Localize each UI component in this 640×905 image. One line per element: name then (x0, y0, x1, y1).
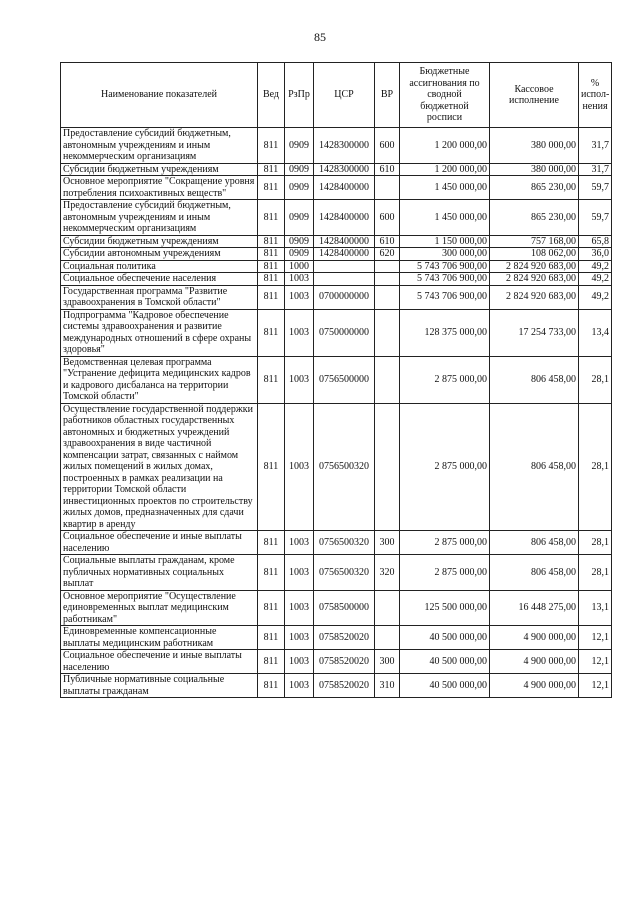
row-pct: 13,1 (579, 590, 612, 626)
row-cash: 4 900 000,00 (490, 650, 579, 674)
row-name: Предоставление субсидий бюджетным, автономным учреждениям и иным некоммерческим организациям (61, 200, 258, 236)
row-cash: 806 458,00 (490, 403, 579, 531)
row-name: Субсидии бюджетным учреждениям (61, 163, 258, 176)
row-vr: 320 (375, 555, 400, 591)
row-ved: 811 (258, 248, 285, 261)
table-row (61, 590, 612, 626)
row-budget: 2 875 000,00 (400, 555, 490, 591)
row-pct: 12,1 (579, 626, 612, 650)
row-csr: 1428400000 (314, 248, 375, 261)
row-vr: 610 (375, 163, 400, 176)
row-ved: 811 (258, 531, 285, 555)
row-vr (375, 260, 400, 273)
row-ved: 811 (258, 163, 285, 176)
table-row (61, 650, 612, 674)
row-pct: 28,1 (579, 531, 612, 555)
table-row (61, 260, 612, 273)
row-cash: 806 458,00 (490, 356, 579, 403)
row-csr: 1428400000 (314, 200, 375, 236)
table-row (61, 309, 612, 356)
table-row (61, 128, 612, 164)
row-budget: 5 743 706 900,00 (400, 260, 490, 273)
row-name: Основное мероприятие "Осуществление единовременных выплат медицинским работникам" (61, 590, 258, 626)
row-name: Субсидии автономным учреждениям (61, 248, 258, 261)
row-pct: 49,2 (579, 273, 612, 286)
row-budget: 1 150 000,00 (400, 235, 490, 248)
page-number: 85 (314, 30, 326, 44)
row-cash: 380 000,00 (490, 163, 579, 176)
table-row (61, 626, 612, 650)
row-rzpr: 1003 (285, 555, 314, 591)
row-budget: 1 200 000,00 (400, 163, 490, 176)
row-vr (375, 403, 400, 531)
row-vr: 610 (375, 235, 400, 248)
row-rzpr: 0909 (285, 235, 314, 248)
row-rzpr: 1000 (285, 260, 314, 273)
row-pct: 28,1 (579, 555, 612, 591)
row-rzpr: 1003 (285, 285, 314, 309)
row-vr (375, 626, 400, 650)
row-budget: 1 450 000,00 (400, 176, 490, 200)
row-budget: 1 450 000,00 (400, 200, 490, 236)
row-vr (375, 176, 400, 200)
row-pct: 31,7 (579, 163, 612, 176)
row-ved: 811 (258, 273, 285, 286)
row-pct: 13,4 (579, 309, 612, 356)
row-cash: 17 254 733,00 (490, 309, 579, 356)
row-csr: 0756500320 (314, 403, 375, 531)
row-csr: 0700000000 (314, 285, 375, 309)
row-cash: 4 900 000,00 (490, 674, 579, 698)
row-vr: 600 (375, 128, 400, 164)
row-csr: 0756500320 (314, 555, 375, 591)
row-budget: 5 743 706 900,00 (400, 285, 490, 309)
row-cash: 2 824 920 683,00 (490, 273, 579, 286)
row-vr (375, 309, 400, 356)
row-name: Социальные выплаты гражданам, кроме публичных нормативных социальных выплат (61, 555, 258, 591)
row-csr: 1428300000 (314, 163, 375, 176)
row-budget: 40 500 000,00 (400, 650, 490, 674)
row-pct: 59,7 (579, 176, 612, 200)
row-budget: 2 875 000,00 (400, 403, 490, 531)
row-pct: 59,7 (579, 200, 612, 236)
row-name: Ведомственная целевая программа "Устранение дефицита медицинских кадров и кадрового дисбаланса на территории Томской области" (61, 356, 258, 403)
row-pct: 36,0 (579, 248, 612, 261)
row-name: Публичные нормативные социальные выплаты гражданам (61, 674, 258, 698)
row-name: Социальное обеспечение и иные выплаты населению (61, 650, 258, 674)
row-cash: 4 900 000,00 (490, 626, 579, 650)
row-ved: 811 (258, 285, 285, 309)
table-header-row (61, 63, 612, 128)
row-rzpr: 1003 (285, 650, 314, 674)
row-name: Социальное обеспечение населения (61, 273, 258, 286)
row-pct: 31,7 (579, 128, 612, 164)
row-vr: 600 (375, 200, 400, 236)
row-rzpr: 1003 (285, 309, 314, 356)
row-cash: 865 230,00 (490, 176, 579, 200)
table-body (61, 128, 612, 698)
row-cash: 806 458,00 (490, 555, 579, 591)
row-cash: 865 230,00 (490, 200, 579, 236)
row-rzpr: 0909 (285, 176, 314, 200)
row-csr: 0756500000 (314, 356, 375, 403)
table-row (61, 248, 612, 261)
row-rzpr: 1003 (285, 273, 314, 286)
row-name: Единовременные компенсационные выплаты медицинским работникам (61, 626, 258, 650)
row-name: Субсидии бюджетным учреждениям (61, 235, 258, 248)
header-vr: ВР (375, 63, 400, 128)
row-name: Социальное обеспечение и иные выплаты населению (61, 531, 258, 555)
row-rzpr: 1003 (285, 590, 314, 626)
header-budget: Бюджетные ассигнования по сводной бюджетной росписи (400, 63, 490, 128)
row-ved: 811 (258, 555, 285, 591)
row-vr: 300 (375, 650, 400, 674)
table-row (61, 356, 612, 403)
row-ved: 811 (258, 650, 285, 674)
header-ved: Вед (258, 63, 285, 128)
row-vr (375, 356, 400, 403)
row-ved: 811 (258, 626, 285, 650)
row-pct: 49,2 (579, 285, 612, 309)
row-vr: 310 (375, 674, 400, 698)
row-name: Государственная программа "Развитие здравоохранения в Томской области" (61, 285, 258, 309)
row-csr: 1428300000 (314, 128, 375, 164)
row-pct: 12,1 (579, 674, 612, 698)
row-rzpr: 1003 (285, 626, 314, 650)
row-ved: 811 (258, 356, 285, 403)
row-ved: 811 (258, 200, 285, 236)
row-cash: 16 448 275,00 (490, 590, 579, 626)
row-rzpr: 0909 (285, 163, 314, 176)
row-csr: 0758520020 (314, 650, 375, 674)
row-budget: 300 000,00 (400, 248, 490, 261)
row-name: Осуществление государственной поддержки работников областных государственных автономных и бюджетных учреждений здравоохранения в виде частичной компенсации затрат, связанных с наймом жилых помещений в жилых домах, построенных в рамках реализации на территории Томской области инвестиционных проектов по строительству жилых домов, предназначенных для сдачи квартир в аренду (61, 403, 258, 531)
row-cash: 2 824 920 683,00 (490, 285, 579, 309)
row-pct: 49,2 (579, 260, 612, 273)
header-csr: ЦСР (314, 63, 375, 128)
row-rzpr: 0909 (285, 248, 314, 261)
row-cash: 380 000,00 (490, 128, 579, 164)
row-cash: 2 824 920 683,00 (490, 260, 579, 273)
row-csr (314, 273, 375, 286)
row-vr (375, 590, 400, 626)
row-csr (314, 260, 375, 273)
row-pct: 12,1 (579, 650, 612, 674)
row-vr (375, 285, 400, 309)
header-rzpr: РзПр (285, 63, 314, 128)
header-name: Наименование показателей (61, 63, 258, 128)
row-budget: 125 500 000,00 (400, 590, 490, 626)
table-row (61, 285, 612, 309)
row-ved: 811 (258, 235, 285, 248)
row-rzpr: 0909 (285, 200, 314, 236)
row-pct: 65,8 (579, 235, 612, 248)
row-vr: 300 (375, 531, 400, 555)
row-csr: 0758520020 (314, 674, 375, 698)
row-rzpr: 1003 (285, 403, 314, 531)
table-row (61, 273, 612, 286)
table-row (61, 176, 612, 200)
row-name: Социальная политика (61, 260, 258, 273)
row-name: Предоставление субсидий бюджетным, автономным учреждениям и иным некоммерческим организациям (61, 128, 258, 164)
table-row (61, 163, 612, 176)
table-row (61, 235, 612, 248)
row-ved: 811 (258, 590, 285, 626)
row-budget: 40 500 000,00 (400, 626, 490, 650)
row-rzpr: 0909 (285, 128, 314, 164)
row-cash: 806 458,00 (490, 531, 579, 555)
row-csr: 1428400000 (314, 235, 375, 248)
row-ved: 811 (258, 260, 285, 273)
row-name: Подпрограмма "Кадровое обеспечение системы здравоохранения и развитие международных отношений в сфере охраны здоровья" (61, 309, 258, 356)
row-cash: 757 168,00 (490, 235, 579, 248)
row-csr: 0758520020 (314, 626, 375, 650)
row-budget: 1 200 000,00 (400, 128, 490, 164)
row-cash: 108 062,00 (490, 248, 579, 261)
header-pct: % испол-нения (579, 63, 612, 128)
header-cash: Кассовое исполнение (490, 63, 579, 128)
table-row (61, 555, 612, 591)
row-pct: 28,1 (579, 403, 612, 531)
row-ved: 811 (258, 403, 285, 531)
row-budget: 2 875 000,00 (400, 356, 490, 403)
row-vr (375, 273, 400, 286)
budget-table (60, 62, 612, 698)
row-budget: 40 500 000,00 (400, 674, 490, 698)
row-budget: 128 375 000,00 (400, 309, 490, 356)
table-row (61, 403, 612, 531)
row-vr: 620 (375, 248, 400, 261)
row-csr: 0756500320 (314, 531, 375, 555)
row-budget: 2 875 000,00 (400, 531, 490, 555)
row-budget: 5 743 706 900,00 (400, 273, 490, 286)
row-ved: 811 (258, 176, 285, 200)
row-pct: 28,1 (579, 356, 612, 403)
row-rzpr: 1003 (285, 674, 314, 698)
row-ved: 811 (258, 674, 285, 698)
row-csr: 0758500000 (314, 590, 375, 626)
row-ved: 811 (258, 128, 285, 164)
table-row (61, 674, 612, 698)
row-csr: 1428400000 (314, 176, 375, 200)
table-row (61, 200, 612, 236)
row-name: Основное мероприятие "Сокращение уровня потребления психоактивных веществ" (61, 176, 258, 200)
row-csr: 0750000000 (314, 309, 375, 356)
row-rzpr: 1003 (285, 531, 314, 555)
table-row (61, 531, 612, 555)
row-ved: 811 (258, 309, 285, 356)
row-rzpr: 1003 (285, 356, 314, 403)
